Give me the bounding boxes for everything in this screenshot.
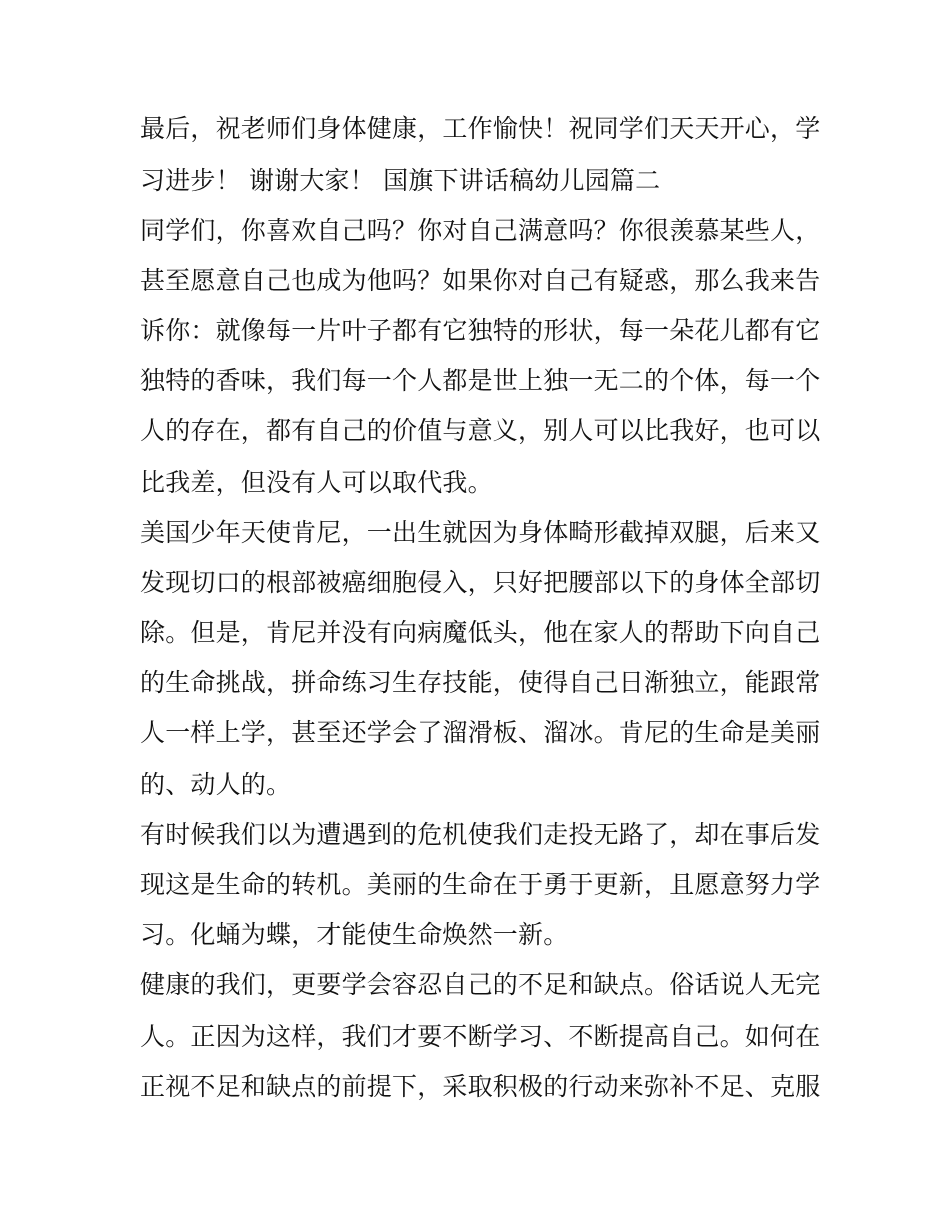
text-line: 同学们，你喜欢自己吗？你对自己满意吗？你很羡慕某些人，	[140, 216, 821, 245]
text-line: 的、动人的。	[140, 770, 292, 799]
text-line: 习进步！ 谢谢大家！ 国旗下讲话稿幼儿园篇二	[140, 166, 661, 195]
text-line: 人的存在，都有自己的价值与意义，别人可以比我好，也可以	[140, 416, 821, 445]
text-line: 独特的香味，我们每一个人都是世上独一无二的个体，每一个	[140, 366, 821, 395]
text-line: 发现切口的根部被癌细胞侵入，只好把腰部以下的身体全部切	[140, 568, 821, 597]
text-line: 人。正因为这样，我们才要不断学习、不断提高自己。如何在	[140, 1022, 821, 1051]
text-line: 诉你：就像每一片叶子都有它独特的形状，每一朵花儿都有它	[140, 316, 821, 345]
text-line: 最后，祝老师们身体健康，工作愉快！祝同学们天天开心，学	[140, 114, 821, 143]
text-line: 除。但是，肯尼并没有向病魔低头，他在家人的帮助下向自己	[140, 618, 821, 647]
text-line: 的生命挑战，拼命练习生存技能，使得自己日渐独立，能跟常	[140, 668, 821, 697]
text-line: 人一样上学，甚至还学会了溜滑板、溜冰。肯尼的生命是美丽	[140, 718, 821, 747]
text-line: 比我差，但没有人可以取代我。	[140, 468, 493, 497]
text-line: 美国少年天使肯尼，一出生就因为身体畸形截掉双腿，后来又	[140, 518, 821, 547]
text-line: 甚至愿意自己也成为他吗？如果你对自己有疑惑，那么我来告	[140, 266, 821, 295]
text-line: 现这是生命的转机。美丽的生命在于勇于更新，且愿意努力学	[140, 870, 821, 899]
text-line: 健康的我们，更要学会容忍自己的不足和缺点。俗话说人无完	[140, 970, 821, 999]
text-line: 正视不足和缺点的前提下，采取积极的行动来弥补不足、克服	[140, 1072, 821, 1101]
text-line: 习。化蛹为蝶，才能使生命焕然一新。	[140, 920, 569, 949]
text-line: 有时候我们以为遭遇到的危机使我们走投无路了，却在事后发	[140, 820, 821, 849]
